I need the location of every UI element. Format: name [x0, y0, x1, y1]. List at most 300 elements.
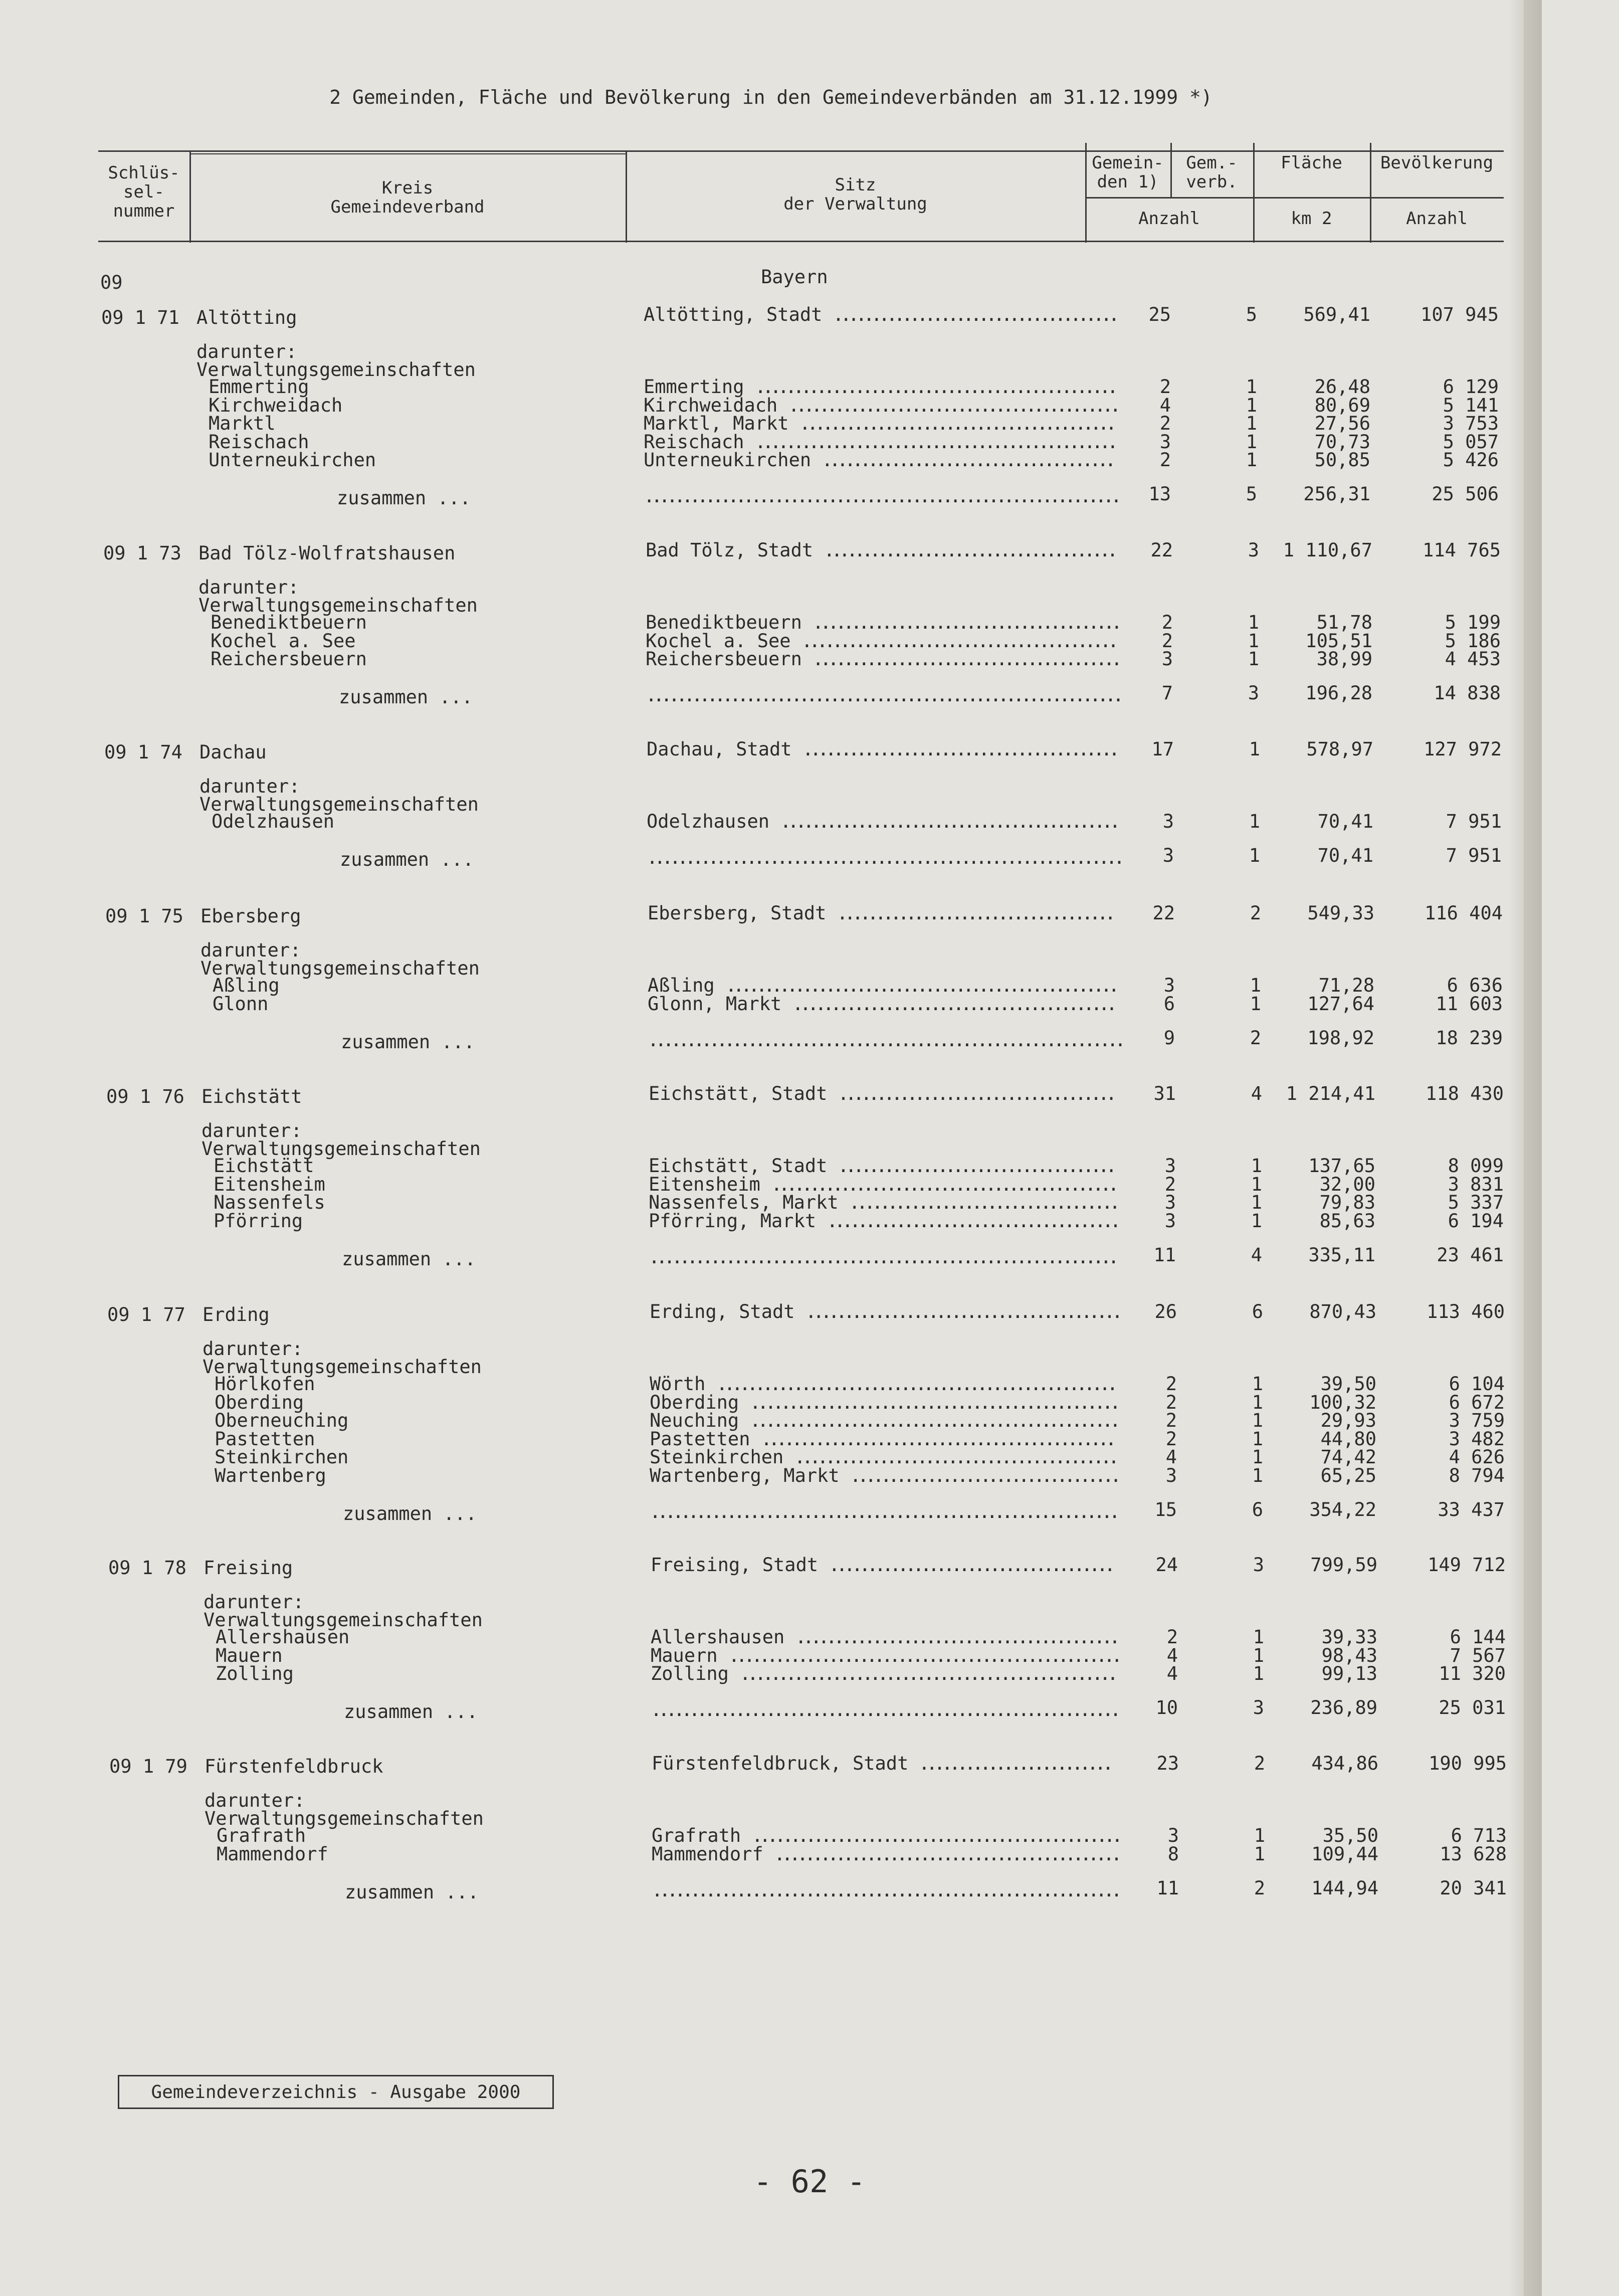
vg-gemeinden: 2 [1161, 630, 1173, 652]
vg-bevoelkerung: 4 626 [1449, 1446, 1505, 1468]
vg-flaeche: 26,48 [1314, 376, 1370, 398]
page-edge-shadow-2 [1524, 0, 1542, 2296]
vg-sitz: Kirchweidach [644, 394, 778, 416]
darunter-label: darunter: [200, 939, 301, 961]
vgem-label: Verwaltungsgemeinschaften [199, 794, 479, 815]
header-gemverb: Gem.- verb. [1186, 153, 1238, 192]
dot-leader: .............................................................. [646, 684, 1121, 706]
zus-bevoelkerung: 25 031 [1439, 1697, 1506, 1718]
vg-gemeinden: 3 [1162, 811, 1174, 832]
vg-gemverb: 1 [1246, 449, 1257, 471]
vg-flaeche: 105,51 [1305, 630, 1372, 652]
vg-bevoelkerung: 3 831 [1448, 1173, 1504, 1195]
zusammen-label: zusammen ... [339, 686, 473, 708]
vg-gemverb: 1 [1250, 975, 1261, 996]
vg-bevoelkerung: 6 129 [1443, 376, 1499, 398]
vg-name: Mauern [216, 1644, 283, 1666]
darunter-label: darunter: [196, 341, 297, 362]
vg-gemeinden: 2 [1165, 1428, 1177, 1450]
vg-gemeinden: 2 [1165, 1410, 1177, 1431]
kreis-gemverb: 3 [1248, 539, 1259, 561]
vg-sitz: Zolling [651, 1663, 729, 1684]
page-title: 2 Gemeinden, Fläche und Bevölkerung in den Gemeindeverbänden am 31.12.1999 *) [329, 86, 1212, 108]
kreis-sitz: Bad Tölz, Stadt [646, 539, 814, 561]
kreis-gemeinden: 25 [1148, 304, 1171, 325]
vg-sitz: Reischach [644, 431, 744, 453]
vg-gemverb: 1 [1251, 1210, 1262, 1232]
kreis-gemverb: 3 [1253, 1554, 1264, 1576]
vg-name: Aßling [213, 975, 280, 996]
dot-leader: ............................................................. [649, 1246, 1116, 1268]
vg-sitz: Marktl, Markt [644, 413, 789, 434]
vgem-label: Verwaltungsgemeinschaften [203, 1356, 482, 1378]
vg-gemverb: 1 [1246, 431, 1257, 453]
vg-name: Benediktbeuern [211, 612, 367, 633]
vg-sitz: Mauern [651, 1644, 718, 1666]
vg-flaeche: 109,44 [1311, 1843, 1378, 1865]
vg-name: Reischach [209, 431, 309, 453]
kreis-bevoelkerung: 116 404 [1425, 902, 1503, 924]
zus-gemeinden: 11 [1153, 1244, 1176, 1266]
header-schluesselnummer: Schlüs- sel- nummer [108, 163, 180, 221]
dot-leader: ............................................................. [652, 1879, 1119, 1901]
vg-gemverb: 1 [1253, 1626, 1264, 1648]
vg-gemeinden: 6 [1163, 993, 1175, 1015]
dot-leader: ......................................... [801, 630, 1116, 652]
kreis-gemverb: 2 [1254, 1753, 1265, 1774]
kreis-name: Ebersberg [200, 905, 301, 927]
vg-sitz: Eichstätt, Stadt [649, 1155, 828, 1177]
vg-gemverb: 1 [1249, 811, 1260, 832]
header-unit-anzahl-bev: Anzahl [1406, 209, 1468, 229]
vg-flaeche: 100,32 [1309, 1391, 1376, 1413]
zus-flaeche: 354,22 [1309, 1498, 1376, 1520]
zus-bevoelkerung: 14 838 [1434, 682, 1501, 704]
kreis-code: 09 1 78 [108, 1557, 186, 1579]
dot-leader: ............................................... [755, 376, 1115, 398]
kreis-gemeinden: 22 [1152, 902, 1175, 924]
vg-sitz: Unterneukirchen [644, 449, 812, 471]
vg-gemeinden: 4 [1159, 394, 1171, 416]
vg-bevoelkerung: 5 337 [1448, 1192, 1504, 1213]
zusammen-label: zusammen ... [343, 1502, 477, 1524]
vg-gemeinden: 3 [1164, 1210, 1176, 1232]
vg-bevoelkerung: 3 482 [1449, 1428, 1505, 1450]
dot-leader: ..................................... [833, 304, 1116, 325]
kreis-name: Dachau [199, 741, 267, 763]
kreis-gemverb: 5 [1246, 304, 1257, 325]
vg-flaeche: 51,78 [1316, 612, 1372, 633]
zus-flaeche: 236,89 [1310, 1697, 1377, 1718]
vg-gemverb: 1 [1250, 993, 1261, 1015]
vg-name: Eichstätt [214, 1155, 314, 1177]
vg-name: Hörlkofen [215, 1373, 315, 1395]
vg-flaeche: 50,85 [1314, 449, 1370, 471]
vg-sitz: Glonn, Markt [648, 993, 782, 1015]
vg-bevoelkerung: 11 320 [1439, 1663, 1506, 1684]
vg-sitz: Grafrath [652, 1825, 741, 1846]
vg-bevoelkerung: 6 672 [1449, 1391, 1505, 1413]
vg-name: Oberneuching [215, 1410, 349, 1431]
vg-gemverb: 1 [1254, 1825, 1265, 1846]
kreis-bevoelkerung: 190 995 [1429, 1753, 1507, 1774]
darunter-label: darunter: [204, 1591, 304, 1613]
vg-bevoelkerung: 6 713 [1451, 1825, 1507, 1846]
zus-bevoelkerung: 7 951 [1446, 845, 1502, 866]
zusammen-label: zusammen ... [342, 1248, 476, 1270]
kreis-gemeinden: 31 [1153, 1083, 1176, 1104]
vg-gemverb: 1 [1248, 630, 1259, 652]
dot-leader: ............................................................. [650, 1500, 1117, 1522]
dot-leader: ............................................... [755, 431, 1115, 453]
vg-gemverb: 1 [1252, 1428, 1263, 1450]
vg-flaeche: 127,64 [1307, 993, 1374, 1015]
vg-bevoelkerung: 5 186 [1445, 630, 1501, 652]
kreis-flaeche: 1 110,67 [1283, 539, 1372, 561]
dot-leader: .................................... [838, 1083, 1114, 1104]
header-sitz: Sitz der Verwaltung [783, 175, 927, 214]
land-name: Bayern [761, 266, 828, 288]
vg-gemverb: 1 [1253, 1644, 1264, 1666]
vg-gemverb: 1 [1252, 1410, 1263, 1431]
kreis-sitz: Erding, Stadt [650, 1301, 795, 1322]
zus-gemverb: 2 [1250, 1027, 1261, 1049]
dot-leader: .............................................................. [644, 485, 1119, 507]
vg-gemeinden: 4 [1165, 1446, 1177, 1468]
dot-leader: ............................................. [774, 1843, 1119, 1865]
zus-gemeinden: 13 [1148, 483, 1171, 505]
vg-sitz: Aßling [648, 975, 715, 996]
vg-name: Kochel a. See [211, 630, 356, 652]
vg-name: Grafrath [217, 1825, 306, 1846]
vg-name: Marktl [209, 413, 276, 434]
vgem-label: Verwaltungsgemeinschaften [204, 1609, 483, 1631]
vg-gemeinden: 3 [1163, 975, 1175, 996]
zus-bevoelkerung: 23 461 [1437, 1244, 1504, 1266]
vg-flaeche: 65,25 [1320, 1464, 1376, 1486]
vg-sitz: Oberding [650, 1391, 739, 1413]
dot-leader: ............................................ [780, 811, 1117, 832]
zus-bevoelkerung: 33 437 [1438, 1498, 1505, 1520]
kreis-code: 09 1 75 [105, 905, 183, 927]
kreis-sitz: Freising, Stadt [651, 1554, 819, 1576]
vg-flaeche: 27,56 [1314, 413, 1370, 434]
vg-name: Nassenfels [214, 1192, 325, 1213]
kreis-bevoelkerung: 127 972 [1424, 738, 1502, 760]
dot-leader: ..................................... [829, 1554, 1112, 1576]
header-unit-km2: km 2 [1291, 209, 1332, 229]
dot-leader: ................................................... [728, 1644, 1119, 1666]
vg-gemverb: 1 [1251, 1192, 1262, 1213]
zus-bevoelkerung: 18 239 [1436, 1027, 1503, 1049]
zus-bevoelkerung: 20 341 [1440, 1877, 1507, 1899]
vg-sitz: Steinkirchen [650, 1446, 784, 1468]
vg-name: Pförring [214, 1210, 303, 1232]
vg-flaeche: 71,28 [1318, 975, 1374, 996]
zus-gemverb: 1 [1249, 845, 1260, 866]
vg-gemeinden: 2 [1159, 413, 1171, 434]
vg-name: Eitensheim [214, 1173, 325, 1195]
vg-sitz: Benediktbeuern [646, 612, 802, 633]
vg-bevoelkerung: 4 453 [1445, 648, 1501, 670]
vg-name: Mammendorf [217, 1843, 328, 1865]
dot-leader: ............................................................. [651, 1699, 1118, 1720]
vg-gemeinden: 3 [1164, 1155, 1176, 1177]
vg-name: Oberding [215, 1391, 304, 1413]
vg-gemverb: 1 [1252, 1464, 1263, 1486]
kreis-flaeche: 1 214,41 [1286, 1083, 1375, 1104]
vg-bevoelkerung: 5 199 [1445, 612, 1501, 633]
kreis-flaeche: 799,59 [1310, 1554, 1377, 1576]
header-kreis: Kreis Gemeindeverband [330, 178, 485, 217]
dot-leader: ........................................ [813, 648, 1119, 670]
dot-leader: ............................................. [771, 1173, 1116, 1195]
vgem-label: Verwaltungsgemeinschaften [198, 595, 478, 616]
dot-leader: .................................... [837, 902, 1113, 924]
zusammen-label: zusammen ... [337, 487, 471, 509]
dot-leader: ......................................... [799, 413, 1114, 434]
kreis-bevoelkerung: 107 945 [1421, 304, 1499, 325]
kreis-code: 09 1 76 [106, 1086, 184, 1107]
vg-bevoelkerung: 5 141 [1443, 394, 1499, 416]
vg-name: Wartenberg [215, 1464, 326, 1486]
vg-bevoelkerung: 6 144 [1450, 1626, 1506, 1648]
kreis-flaeche: 870,43 [1309, 1301, 1376, 1322]
kreis-bevoelkerung: 149 712 [1428, 1554, 1506, 1576]
vg-flaeche: 99,13 [1321, 1663, 1377, 1684]
vg-name: Glonn [213, 993, 269, 1015]
vg-bevoelkerung: 6 194 [1448, 1210, 1504, 1232]
dot-leader: ................................... [849, 1192, 1117, 1213]
vg-gemeinden: 3 [1161, 648, 1173, 670]
vg-bevoelkerung: 8 099 [1448, 1155, 1504, 1177]
vg-name: Emmerting [209, 376, 309, 398]
vg-gemverb: 1 [1253, 1663, 1264, 1684]
zus-gemverb: 2 [1254, 1877, 1265, 1899]
kreis-sitz: Dachau, Stadt [647, 738, 792, 760]
vg-gemeinden: 3 [1167, 1825, 1179, 1846]
dot-leader: .................................... [838, 1155, 1114, 1177]
zusammen-label: zusammen ... [340, 849, 474, 870]
kreis-gemeinden: 23 [1156, 1753, 1179, 1774]
vg-flaeche: 38,99 [1316, 648, 1372, 670]
dot-leader: ................................... [850, 1464, 1118, 1486]
zus-gemeinden: 10 [1155, 1697, 1178, 1718]
kreis-gemeinden: 22 [1150, 539, 1173, 561]
dot-leader: ................................................. [739, 1663, 1115, 1684]
zusammen-label: zusammen ... [344, 1701, 478, 1723]
vg-flaeche: 80,69 [1314, 394, 1370, 416]
kreis-sitz: Eichstätt, Stadt [649, 1083, 828, 1104]
kreis-gemverb: 2 [1250, 902, 1261, 924]
vg-sitz: Reichersbeuern [646, 648, 802, 670]
vg-gemeinden: 2 [1165, 1373, 1177, 1395]
vg-sitz: Wörth [650, 1373, 706, 1395]
dot-leader: ...................................... [822, 449, 1113, 471]
kreis-code: 09 1 77 [107, 1304, 185, 1325]
vg-gemeinden: 4 [1166, 1644, 1178, 1666]
vg-flaeche: 79,83 [1319, 1192, 1375, 1213]
vg-gemverb: 1 [1251, 1173, 1262, 1195]
vg-sitz: Neuching [650, 1410, 739, 1431]
dot-leader: .......................................... [794, 1446, 1116, 1468]
vg-flaeche: 39,50 [1320, 1373, 1376, 1395]
vg-sitz: Mammendorf [652, 1843, 763, 1865]
kreis-flaeche: 578,97 [1306, 738, 1373, 760]
vg-sitz: Kochel a. See [646, 630, 791, 652]
kreis-gemverb: 6 [1252, 1301, 1263, 1322]
kreis-sitz: Ebersberg, Stadt [648, 902, 827, 924]
vg-gemverb: 1 [1252, 1446, 1263, 1468]
vg-bevoelkerung: 11 603 [1436, 993, 1503, 1015]
kreis-bevoelkerung: 118 430 [1426, 1083, 1504, 1104]
vg-sitz: Allershausen [651, 1626, 785, 1648]
kreis-code: 09 1 73 [103, 542, 181, 564]
zus-gemverb: 6 [1252, 1498, 1263, 1520]
vg-gemeinden: 2 [1165, 1391, 1177, 1413]
vg-name: Zolling [216, 1663, 294, 1684]
kreis-sitz: Altötting, Stadt [644, 304, 823, 325]
kreis-flaeche: 549,33 [1307, 902, 1374, 924]
vg-sitz: Wartenberg, Markt [650, 1464, 840, 1486]
vg-gemverb: 1 [1246, 394, 1257, 416]
zusammen-label: zusammen ... [341, 1031, 475, 1053]
vg-gemverb: 1 [1254, 1843, 1265, 1865]
vg-gemeinden: 2 [1159, 376, 1171, 398]
zus-flaeche: 256,31 [1303, 483, 1370, 505]
dot-leader: ...................................... [827, 1210, 1118, 1232]
darunter-label: darunter: [199, 776, 300, 797]
vg-name: Steinkirchen [215, 1446, 349, 1468]
zus-gemeinden: 11 [1156, 1877, 1179, 1899]
vg-gemeinden: 2 [1161, 612, 1173, 633]
zus-flaeche: 335,11 [1308, 1244, 1375, 1266]
vg-flaeche: 74,42 [1320, 1446, 1376, 1468]
vg-bevoelkerung: 8 794 [1449, 1464, 1505, 1486]
vgem-label: Verwaltungsgemeinschaften [200, 958, 480, 979]
vg-bevoelkerung: 7 567 [1450, 1644, 1506, 1666]
darunter-label: darunter: [205, 1790, 305, 1811]
vgem-label: Verwaltungsgemeinschaften [196, 359, 476, 380]
dot-leader: ................................................ [751, 1825, 1120, 1846]
vgem-label: Verwaltungsgemeinschaften [205, 1808, 484, 1829]
zus-flaeche: 198,92 [1307, 1027, 1374, 1049]
vg-bevoelkerung: 3 759 [1449, 1410, 1505, 1431]
dot-leader: ...................................... [824, 539, 1115, 561]
dot-leader: ................................................ [749, 1410, 1118, 1431]
dot-leader: ................................................... [725, 975, 1116, 996]
kreis-sitz: Fürstenfeldbruck, Stadt [652, 1753, 909, 1774]
kreis-gemeinden: 26 [1154, 1301, 1177, 1322]
kreis-name: Altötting [196, 307, 297, 328]
vg-flaeche: 70,73 [1314, 431, 1370, 453]
vg-sitz: Pastetten [650, 1428, 750, 1450]
zus-gemeinden: 9 [1163, 1027, 1175, 1049]
vg-gemeinden: 8 [1167, 1843, 1179, 1865]
vg-gemverb: 1 [1248, 648, 1259, 670]
vg-flaeche: 39,33 [1321, 1626, 1377, 1648]
kreis-flaeche: 569,41 [1303, 304, 1370, 325]
dot-leader: .............................................. [761, 1428, 1113, 1450]
vg-gemeinden: 3 [1159, 431, 1171, 453]
kreis-gemeinden: 17 [1151, 738, 1174, 760]
vg-gemeinden: 4 [1166, 1663, 1178, 1684]
dot-leader: .......................................... [792, 993, 1114, 1015]
kreis-name: Bad Tölz-Wolfratshausen [198, 542, 456, 564]
vg-flaeche: 70,41 [1317, 811, 1373, 832]
kreis-name: Freising [204, 1557, 293, 1579]
kreis-gemeinden: 24 [1155, 1554, 1178, 1576]
kreis-gemverb: 4 [1251, 1083, 1262, 1104]
darunter-label: darunter: [203, 1338, 303, 1360]
vg-gemverb: 1 [1246, 376, 1257, 398]
page-number: - 62 - [753, 2163, 866, 2200]
darunter-label: darunter: [201, 1120, 302, 1141]
vg-flaeche: 98,43 [1321, 1644, 1377, 1666]
kreis-code: 09 1 71 [101, 307, 179, 328]
kreis-bevoelkerung: 114 765 [1423, 539, 1501, 561]
vg-name: Pastetten [215, 1428, 315, 1450]
vg-sitz: Nassenfels, Markt [649, 1192, 839, 1213]
zus-gemeinden: 3 [1162, 845, 1174, 866]
header-bevoelkerung: Bevölkerung [1380, 153, 1494, 173]
kreis-bevoelkerung: 113 460 [1427, 1301, 1505, 1322]
dot-leader: .................................................... [716, 1373, 1115, 1395]
kreis-name: Fürstenfeldbruck [205, 1756, 383, 1777]
vg-name: Reichersbeuern [211, 648, 367, 670]
vg-gemeinden: 2 [1164, 1173, 1176, 1195]
vg-name: Allershausen [216, 1626, 350, 1648]
vg-gemeinden: 2 [1166, 1626, 1178, 1648]
zus-flaeche: 196,28 [1305, 682, 1372, 704]
header-flaeche: Fläche [1281, 153, 1342, 173]
vg-name: Odelzhausen [212, 811, 335, 832]
vg-gemeinden: 3 [1165, 1464, 1177, 1486]
kreis-code: 09 1 79 [109, 1756, 187, 1777]
vg-gemeinden: 2 [1159, 449, 1171, 471]
dot-leader: .............................................................. [647, 847, 1122, 868]
header-unit-anzahl: Anzahl [1138, 209, 1200, 229]
zusammen-label: zusammen ... [345, 1881, 479, 1903]
vg-gemeinden: 3 [1164, 1192, 1176, 1213]
kreis-code: 09 1 74 [104, 741, 182, 763]
vg-sitz: Pförring, Markt [649, 1210, 817, 1232]
zus-bevoelkerung: 25 506 [1432, 483, 1499, 505]
vg-flaeche: 32,00 [1319, 1173, 1375, 1195]
dot-leader: ........................................ [813, 612, 1119, 633]
kreis-gemverb: 1 [1249, 738, 1260, 760]
dot-leader: ................................................ [749, 1391, 1118, 1413]
vg-flaeche: 137,65 [1308, 1155, 1375, 1177]
zus-gemverb: 3 [1253, 1697, 1264, 1718]
vg-sitz: Emmerting [644, 376, 744, 398]
land-code: 09 [100, 272, 123, 293]
vg-name: Unterneukirchen [209, 449, 376, 471]
dot-leader: ........................................... [788, 394, 1118, 416]
darunter-label: darunter: [198, 577, 299, 598]
zus-gemeinden: 7 [1161, 682, 1173, 704]
dot-leader: .......................................... [795, 1626, 1117, 1648]
vgem-label: Verwaltungsgemeinschaften [201, 1138, 481, 1160]
vg-flaeche: 35,50 [1322, 1825, 1378, 1846]
vg-bevoelkerung: 5 426 [1443, 449, 1499, 471]
zus-flaeche: 70,41 [1317, 845, 1373, 866]
vg-bevoelkerung: 3 753 [1443, 413, 1499, 434]
vg-name: Kirchweidach [209, 394, 343, 416]
vg-sitz: Odelzhausen [647, 811, 770, 832]
zus-gemverb: 3 [1248, 682, 1259, 704]
kreis-name: Eichstätt [201, 1086, 302, 1107]
